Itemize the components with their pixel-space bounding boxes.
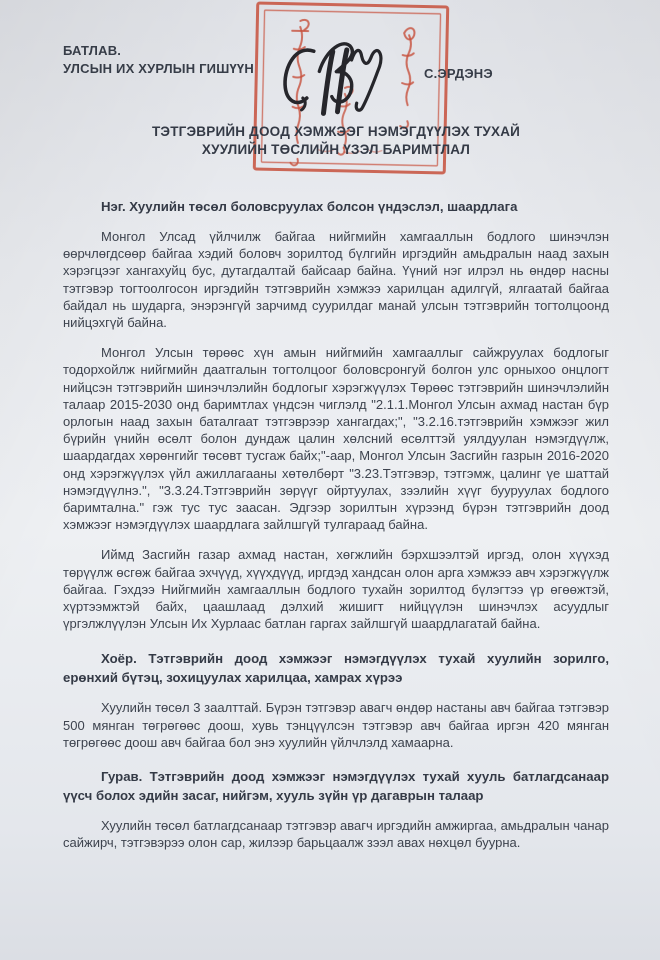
approval-label: БАТЛАВ.	[63, 43, 122, 58]
document-title-line1: ТЭТГЭВРИЙН ДООД ХЭМЖЭЭГ НЭМЭГДҮҮЛЭХ ТУХАЙ	[151, 124, 521, 139]
signature-c-stroke	[285, 50, 314, 103]
section-heading-2: Хоёр. Тэтгэврийн доод хэмжээг нэмэгдүүлэх тухай хуулийн зорилго, ерөнхий бүтэц, зохицуулах харилцаа, хамрах хүрээ	[63, 651, 609, 686]
paragraph: Монгол Улсын төрөөс хүн амын нийгмийн хамгааллыг сайжруулах бодлогыг тодорхойлж нийгмийн даатгалын тогтолцоог боловсронгуй болгон улс орныхоо онцлогт нийцсэн тэтгэврийн шинэчлэлийн бодлогыг хэрэгжүүлэх Төрөөс тэтгэврийн шинэчлэлийн талаар 2015-2030 онд баримтлах үндсэн чиглэлд "2.1.1.Монгол Улсын ахмад настан бүр орлогын наад захын баталгаат тэтгэврээр хангагдах;", "3.2.16.тэтгэврийн хэмжээг жил бүрийн үнийн өсөлт болон дундаж цалин хөлсний өсөлттэй уялдуулан нэмэгдүүлж, шаардагдах хөрөнгийг төсөвт тусгаж байх;"-аар, Монгол Улсын Засгийн газрын 2016-2020 онд хэрэгжүүлэх үйл ажиллагааны хөтөлбөрт "3.23.Тэтгэвэр, тэтгэмж, цалинг үе шаттай нэмэгдүүлнэ.", "3.3.24.Тэтгэврийн зөрүүг ойртуулах, зээлийн хүүг бууруулах бодлого баримтална." гэж тус тус заасан. Эдгээр зорилтын хүрээнд бүрэн тэтгэврийн доод хэмжээг нэмэгдүүлэх шаардлага зайлшгүй тулгараад байна.	[63, 345, 609, 533]
approver-name: С.ЭРДЭНЭ	[424, 66, 493, 81]
signature	[251, 0, 451, 176]
paragraph: Хуулийн төсөл 3 заалттай. Бүрэн тэтгэвэр авагч өндөр настаны авч байгаа тэтгэвэр 500 мянган төгрөгөөс доош, хувь тэнцүүлсэн тэтгэвэр авч байгаа иргэн 420 мянган төгрөгөөс доош авч байгаа бол энэ хуулийн үйлчлэлд хамаарна.	[63, 700, 609, 750]
signature-ink	[284, 43, 381, 115]
paragraph: Монгол Улсад үйлчилж байгаа нийгмийн хамгааллын бодлого шинэчлэн өөрчлөгдсөөр байгаа хэдий боловч зорилтод бүлгийн иргэдийн амьдралын наад захын хэрэгцээг хангахуйц бус, дутагдалтай байсаар байна. Үүний нэг илрэл нь өндөр насны тэтгэвэр тогтоолгосон иргэдийн тэтгэврийн хэмжээ харилцан адилгүй, ялгаатай байгаа байдал нь шударга, энэрэнгүй зарчимд суурилдаг манай улсын тэтгэврийн тогтолцоонд нийцэхгүй байна.	[63, 229, 609, 331]
document-title-line2: ХУУЛИЙН ТӨСЛИЙН ҮЗЭЛ БАРИМТЛАЛ	[201, 142, 471, 157]
section-heading-1: Нэг. Хуулийн төсөл боловсруулах болсон үндэслэл, шаардлага	[101, 199, 518, 214]
paragraph: Хуулийн төсөл батлагдсанаар тэтгэвэр авагч иргэдийн амжиргаа, амьдралын чанар сайжирч, тэтгэвэрээ олон сар, жилээр барьцаалж зээл авах нөхцөл буурна.	[63, 818, 609, 851]
section-heading-3: Гурав. Тэтгэврийн доод хэмжээг нэмэгдүүлэх тухай хууль батлагдсанаар үүсч болох эдийн засаг, нийгэм, хууль зүйн үр дагаврын талаар	[63, 769, 609, 804]
paragraph: Иймд Засгийн газар ахмад настан, хөгжлийн бэрхшээлтэй иргэд, олон хүүхэд төрүүлж өсгөж байгаа эхчүүд, хүүхдүүд, иргдэд хандсан олон арга хэмжээ авч хэрэгжүүлж байгаа. Гэхдээ Нийгмийн хамгааллын бодлого тухайн зорилтод бүлэгтээ үр өгөөжтэй, хүртээмжтэй байх, цаашлаад дэлхий жишигт нийцүүлэн шинэчлэх асуудлыг үргэлжлүүлэн Улсын Их Хурлаас батлан гаргах зайлшгүй шаардлагатай байна.	[63, 547, 609, 632]
signature-flourish	[351, 50, 382, 111]
approver-title: УЛСЫН ИХ ХУРЛЫН ГИШҮҮН	[63, 60, 254, 76]
